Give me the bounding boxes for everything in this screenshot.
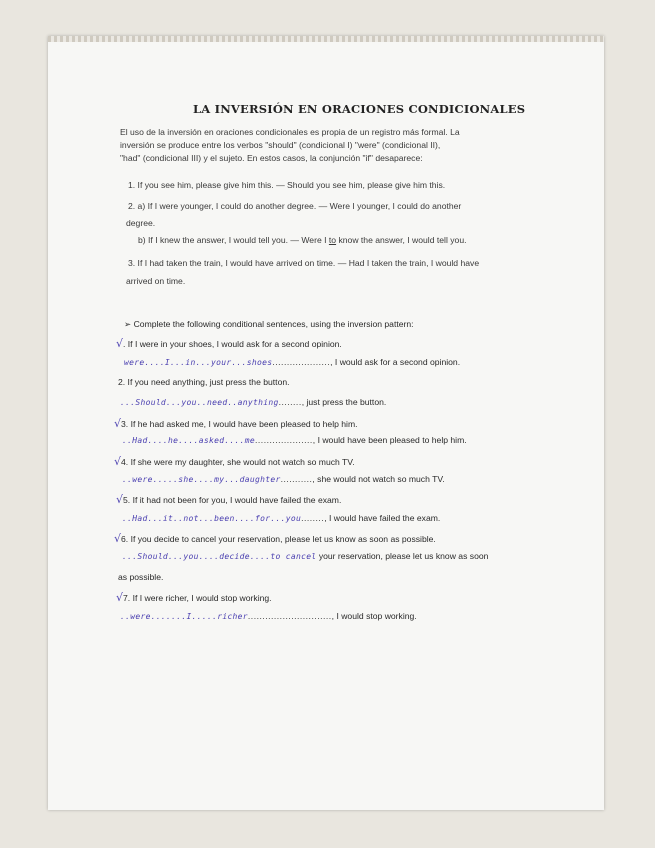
example-3: 3. If I had taken the train, I would have arrived on time. — Had I taken the train, I would have <box>128 258 480 268</box>
prompt-text: . If you decide to cancel your reservation, please let us know as soon as possible. <box>125 534 436 544</box>
intro-line-3: "had" (condicional III) y el sujeto. En estos casos, la conjunción "if" desaparece: <box>120 153 423 163</box>
answer-rest: , she would not watch so much TV. <box>312 474 445 484</box>
exercise-num: 2 <box>118 377 123 387</box>
handwritten-answer: ..Had....he....asked....me <box>122 436 256 445</box>
handwritten-answer: were....I...in...your...shoes <box>124 358 273 367</box>
example-2a-cont: degree. <box>126 218 156 228</box>
exercise-2-answer-line <box>120 397 386 407</box>
exercise-6-prompt <box>114 532 436 545</box>
exercise-num: 5 <box>123 495 128 505</box>
exercise-1-answer-line <box>124 357 460 367</box>
tick-mark-icon: √ <box>114 455 122 468</box>
answer-dots: ............................. <box>247 611 332 621</box>
prompt-text: . If she were my daughter, she would not watch so much TV. <box>125 457 355 467</box>
example-1: 1. If you see him, please give him this. — Should you see him, please give him this. <box>128 180 446 190</box>
exercise-num: 3 <box>121 419 126 429</box>
exercise-num: 4 <box>121 457 126 467</box>
example-3-cont: arrived on time. <box>126 276 186 286</box>
answer-dots: ........ <box>278 397 302 407</box>
exercise-2-prompt <box>118 377 290 387</box>
exercise-6-answer-cont: as possible. <box>118 572 164 582</box>
exercise-3-answer-line <box>122 435 467 445</box>
exercise-5-answer-line <box>122 513 440 523</box>
handwritten-answer: ..were.......I.....richer <box>120 612 248 621</box>
tick-mark-icon: √ <box>114 532 122 545</box>
answer-rest: , I would stop working. <box>331 611 417 621</box>
instruction: ➢ Complete the following conditional sentences, using the inversion pattern: <box>124 319 414 329</box>
example-2b-pre: b) If I knew the answer, I would tell you. — Were I <box>138 235 329 245</box>
handwritten-answer: ...Should...you....decide....to cancel <box>122 552 317 561</box>
answer-rest: , I would have failed the exam. <box>324 513 441 523</box>
prompt-text: . If I were in your shoes, I would ask for a second opinion. <box>123 339 342 349</box>
exercise-4-answer-line <box>122 474 445 484</box>
exercise-6-answer-line <box>122 551 488 561</box>
tick-mark-icon: √ <box>116 493 124 506</box>
example-2b-underlined: to <box>328 235 337 245</box>
tick-mark-icon: √ <box>114 417 122 430</box>
answer-dots: .................... <box>272 357 331 367</box>
tick-mark-icon: √ <box>116 337 124 350</box>
exercise-3-prompt <box>114 417 358 430</box>
exercise-7-answer-line <box>120 611 417 621</box>
prompt-text: . If you need anything, just press the button. <box>122 377 290 387</box>
answer-dots: .................... <box>255 435 313 445</box>
answer-rest: , just press the button. <box>301 397 387 407</box>
intro-line-1: El uso de la inversión en oraciones condicionales es propia de un registro más formal. La <box>120 127 460 137</box>
tick-mark-icon: √ <box>116 591 124 604</box>
exercise-7-prompt <box>116 591 272 604</box>
exercise-num: 6 <box>121 534 126 544</box>
exercise-4-prompt <box>114 455 355 468</box>
exercise-1-prompt <box>116 337 342 350</box>
answer-rest: , I would ask for a second opinion. <box>330 357 461 367</box>
prompt-text: . If he had asked me, I would have been pleased to help him. <box>125 419 358 429</box>
prompt-text: . If it had not been for you, I would have failed the exam. <box>127 495 342 505</box>
example-2b <box>138 235 467 245</box>
handwritten-answer: ..Had...it..not...been....for...you <box>122 514 302 523</box>
answer-dots: ........ <box>301 513 325 523</box>
page-title: LA INVERSIÓN EN ORACIONES CONDICIONALES <box>193 102 526 116</box>
prompt-text: . If I were richer, I would stop working. <box>127 593 272 603</box>
handwritten-answer: ...Should...you..need..anything <box>120 398 279 407</box>
intro-line-2: inversión se produce entre los verbos "should" (condicional I) "were" (condicional II), <box>120 140 441 150</box>
exercise-5-prompt <box>116 493 341 506</box>
answer-dots: ........... <box>280 474 313 484</box>
handwritten-answer: ..were.....she....my...daughter <box>122 475 281 484</box>
answer-rest: your reservation, please let us know as soon <box>316 551 489 561</box>
worksheet-page <box>48 36 604 810</box>
exercise-num: 7 <box>123 593 128 603</box>
example-2a: 2. a) If I were younger, I could do another degree. — Were I younger, I could do another <box>128 201 462 211</box>
example-2b-post: know the answer, I would tell you. <box>336 235 467 245</box>
answer-rest: , I would have been pleased to help him. <box>312 435 467 445</box>
